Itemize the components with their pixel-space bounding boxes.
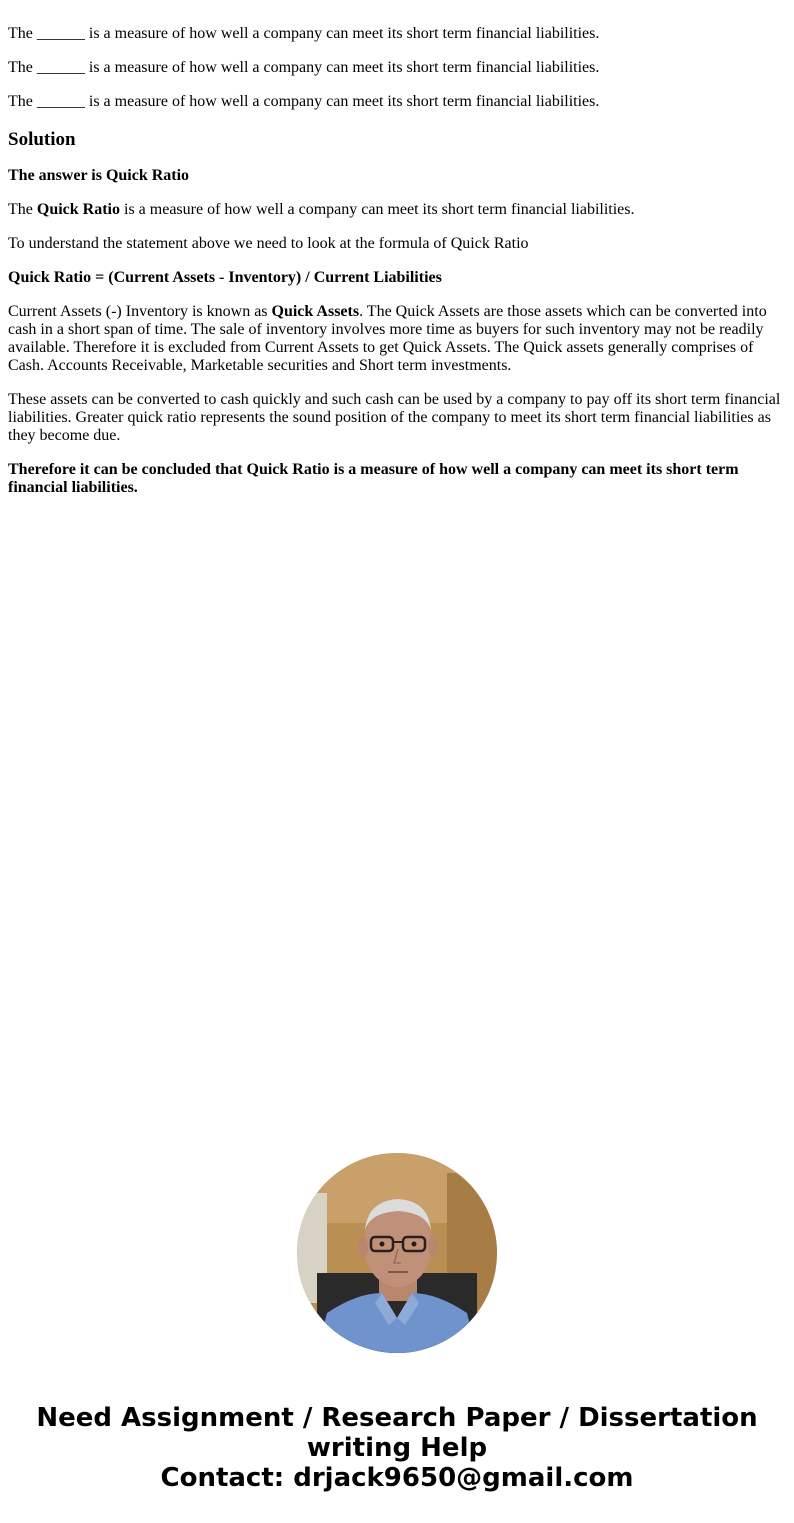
footer-contact: Contact: drjack9650@gmail.com xyxy=(160,1463,634,1493)
question-line: The ______ is a measure of how well a company can meet its short term financial liabilities. xyxy=(8,93,600,110)
quick-assets-explanation xyxy=(8,303,786,375)
person-portrait-icon xyxy=(297,1153,497,1353)
explanation-suffix: . The Quick Assets are those assets which can be converted into cash in a short span of time. The sale of inventory involves more time as buyers for such inventory may not be readily available. Therefore it is excluded from Current Assets to get Quick Assets. The Quick assets generally comprises of Cash. Accounts Receivable, Marketable securities and Short term investments. xyxy=(8,303,767,374)
question-line: The ______ is a measure of how well a company can meet its short term financial liabilities. xyxy=(8,25,600,42)
footer-line: Need Assignment / Research Paper / Dissertation xyxy=(36,1403,758,1433)
answer-line: The answer is Quick Ratio xyxy=(8,167,190,184)
conclusion: Therefore it can be concluded that Quick Ratio is a measure of how well a company can meet its short term financial liabilities. xyxy=(8,461,739,496)
question-line: The ______ is a measure of how well a company can meet its short term financial liabilities. xyxy=(8,59,600,76)
assets-paragraph: These assets can be converted to cash quickly and such cash can be used by a company to pay off its short term financial liabilities. Greater quick ratio represents the sound position of the company to meet its short term financial liabilities as they become due. xyxy=(8,391,781,444)
explanation-term: Quick Assets xyxy=(271,303,360,320)
author-avatar xyxy=(297,1153,497,1353)
document-body xyxy=(8,0,786,513)
footer-line: writing Help xyxy=(306,1433,488,1463)
answer-statement xyxy=(8,201,786,219)
statement-suffix: is a measure of how well a company can meet its short term financial liabilities. xyxy=(120,201,635,218)
formula: Quick Ratio = (Current Assets - Inventory) / Current Liabilities xyxy=(8,269,442,286)
statement-term: Quick Ratio xyxy=(36,201,120,218)
explanation-prefix: Current Assets (-) Inventory is known as xyxy=(8,303,272,320)
solution-heading: Solution xyxy=(8,129,76,150)
formula-intro: To understand the statement above we need to look at the formula of Quick Ratio xyxy=(8,235,529,252)
contact-footer xyxy=(0,1403,794,1493)
statement-prefix: The xyxy=(8,201,37,218)
